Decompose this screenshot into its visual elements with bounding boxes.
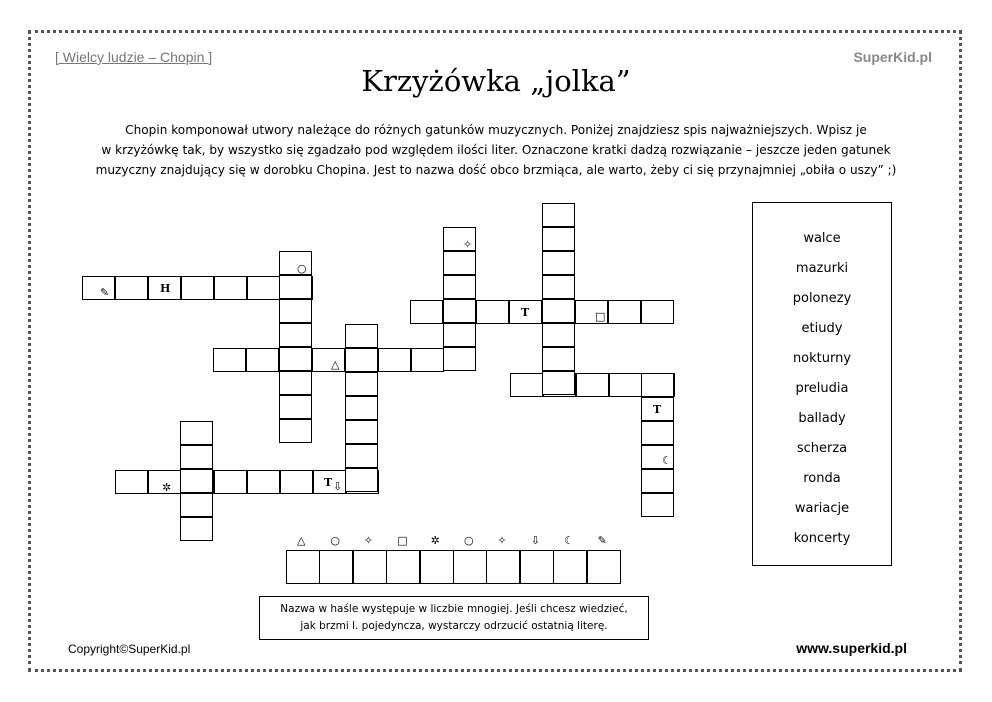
crossword-cell[interactable]: [345, 348, 378, 372]
solution-cell[interactable]: [520, 550, 554, 584]
crossword-cell[interactable]: [345, 468, 378, 492]
crossword-cell[interactable]: [576, 373, 609, 397]
crossword-cell[interactable]: [443, 251, 476, 275]
cell-letter: T: [653, 403, 662, 416]
crossword-cell[interactable]: [641, 445, 674, 469]
solution-cell[interactable]: [420, 550, 454, 584]
crossword-cell[interactable]: [641, 300, 674, 324]
crossword-cell[interactable]: [641, 469, 674, 493]
crossword-cell[interactable]: [542, 371, 575, 395]
word-list-item: ronda: [803, 471, 841, 486]
crossword-cell[interactable]: [575, 300, 608, 324]
crossword-cell[interactable]: [214, 276, 247, 300]
word-list-item: scherza: [796, 441, 848, 456]
crossword-cell[interactable]: [180, 421, 213, 445]
crossword-cell[interactable]: [641, 373, 674, 397]
triangle-icon: △: [331, 358, 340, 371]
intro-line: Chopin komponował utwory należące do różnych gatunków muzycznych. Poniżej znajdziesz spis najważniejszych. Wpisz je: [125, 123, 867, 137]
crossword-cell[interactable]: [542, 203, 575, 227]
pencil-icon: ✎: [100, 286, 110, 299]
word-list-item: wariacje: [794, 501, 850, 516]
crossword-cell[interactable]: [247, 470, 280, 494]
solution-symbol-icon: □: [397, 534, 408, 547]
crossword-cell[interactable]: [180, 469, 213, 493]
crossword-cell[interactable]: [213, 348, 246, 372]
copyright-text: Copyright©SuperKid.pl: [68, 642, 191, 656]
solution-symbol-icon: ✎: [597, 534, 607, 547]
page-title: Krzyżówka „jolka”: [361, 64, 631, 98]
crossword-cell[interactable]: [345, 324, 378, 348]
crossword-cell[interactable]: [279, 347, 312, 371]
square-icon: □: [595, 310, 606, 323]
solution-cell[interactable]: [286, 550, 320, 584]
crossword-cell[interactable]: [411, 348, 444, 372]
crossword-cell[interactable]: [410, 300, 443, 324]
word-list-item: polonezy: [792, 291, 852, 306]
intro-line: w krzyżówkę tak, by wszystko się zgadzało pod względem ilości liter. Oznaczone kratki dadzą rozwiązanie – jeszcze jeden gatunek: [101, 143, 891, 157]
crossword-cell[interactable]: [443, 347, 476, 371]
word-list-item: etiudy: [801, 321, 843, 336]
crossword-cell[interactable]: [443, 227, 476, 251]
crossword-cell[interactable]: [312, 348, 345, 372]
crossword-cell[interactable]: [476, 300, 509, 324]
crossword-cell[interactable]: [509, 300, 542, 324]
crossword-cell[interactable]: [148, 470, 181, 494]
solution-symbol-icon: ✲: [430, 534, 440, 547]
crossword-cell[interactable]: [542, 299, 575, 323]
breadcrumb-link[interactable]: [ Wielcy ludzie – Chopin ]: [55, 49, 213, 65]
crossword-cell[interactable]: [542, 347, 575, 371]
cell-letter: H: [160, 282, 171, 295]
crossword-cell[interactable]: [279, 371, 312, 395]
crossword-cell[interactable]: [345, 444, 378, 468]
crossword-cell[interactable]: [279, 323, 312, 347]
circle-icon: ○: [297, 262, 307, 275]
crossword-cell[interactable]: [279, 251, 312, 275]
crossword-cell[interactable]: [279, 275, 312, 299]
crossword-cell[interactable]: [148, 276, 181, 300]
solution-cell[interactable]: [386, 550, 420, 584]
crossword-cell[interactable]: [279, 299, 312, 323]
crossword-cell[interactable]: [180, 445, 213, 469]
solution-cell[interactable]: [553, 550, 587, 584]
crossword-cell[interactable]: [345, 396, 378, 420]
sun-icon: ✲: [162, 481, 172, 494]
solution-symbol-icon: ○: [330, 534, 340, 547]
solution-note: [259, 596, 649, 640]
crossword-cell[interactable]: [443, 275, 476, 299]
crossword-cell[interactable]: [345, 420, 378, 444]
star-outline-icon: ✧: [463, 238, 473, 251]
solution-symbol-icon: ⇩: [530, 534, 541, 547]
intro-text: [45, 120, 947, 180]
crossword-cell[interactable]: [641, 397, 674, 421]
intro-line: muzyczny znajdujący się w dorobku Chopina. Jest to nazwa dość obco brzmiąca, ale warto, żeby ci się przynajmniej „obiła o uszy” ;): [95, 163, 897, 177]
down-arrow-icon: ⇩: [333, 480, 343, 493]
word-list-item: ballady: [798, 411, 846, 426]
crossword-cell[interactable]: [443, 299, 476, 323]
solution-cell[interactable]: [453, 550, 487, 584]
solution-symbol-icon: △: [297, 534, 306, 547]
cell-letter: T: [324, 476, 333, 489]
crossword-cell[interactable]: [247, 276, 280, 300]
solution-symbol-icon: ✧: [497, 534, 507, 547]
crossword-cell[interactable]: [542, 323, 575, 347]
crossword-cell[interactable]: [542, 275, 575, 299]
word-list-box: [752, 202, 892, 566]
crossword-cell[interactable]: [608, 300, 641, 324]
note-line: jak brzmi l. pojedyncza, wystarczy odrzucić ostatnią literę.: [300, 620, 608, 632]
crossword-cell[interactable]: [345, 372, 378, 396]
site-url-link[interactable]: www.superkid.pl: [796, 640, 907, 656]
crossword-cell[interactable]: [313, 470, 346, 494]
crossword-cell[interactable]: [115, 470, 148, 494]
crossword-cell[interactable]: [279, 395, 312, 419]
cell-letter: T: [521, 306, 530, 319]
word-list-item: preludia: [795, 381, 849, 396]
note-line: Nazwa w haśle występuje w liczbie mnogiej. Jeśli chcesz wiedzieć,: [280, 603, 628, 615]
word-list-item: nokturny: [792, 351, 852, 366]
crossword-cell[interactable]: [115, 276, 148, 300]
crossword-cell[interactable]: [443, 323, 476, 347]
solution-symbol-icon: ○: [464, 534, 474, 547]
word-list-item: walce: [803, 231, 841, 246]
crossword-cell[interactable]: [180, 517, 213, 541]
crossword-cell[interactable]: [279, 419, 312, 443]
solution-symbol-icon: ✧: [363, 534, 374, 547]
solution-cell[interactable]: [486, 550, 520, 584]
solution-cell[interactable]: [587, 550, 621, 584]
crossword-cell[interactable]: [82, 276, 115, 300]
crossword-cell[interactable]: [510, 373, 543, 397]
crossword-cell[interactable]: [542, 227, 575, 251]
crossword-cell[interactable]: [280, 470, 313, 494]
word-list-item: mazurki: [795, 261, 849, 276]
word-list-item: koncerty: [793, 531, 851, 546]
crossword-cell[interactable]: [378, 348, 411, 372]
crossword-cell[interactable]: [641, 493, 674, 517]
crossword-cell[interactable]: [181, 276, 214, 300]
crossword-cell[interactable]: [214, 470, 247, 494]
crossword-cell[interactable]: [246, 348, 279, 372]
crossword-cell[interactable]: [180, 493, 213, 517]
brand-label: SuperKid.pl: [853, 49, 932, 65]
solution-cell[interactable]: [353, 550, 387, 584]
crossword-cell[interactable]: [609, 373, 642, 397]
solution-cell[interactable]: [319, 550, 353, 584]
crossword-cell[interactable]: [641, 421, 674, 445]
crossword-cell[interactable]: [542, 251, 575, 275]
solution-symbol-icon: ☾: [564, 534, 575, 547]
moon-icon: ☾: [662, 454, 672, 467]
